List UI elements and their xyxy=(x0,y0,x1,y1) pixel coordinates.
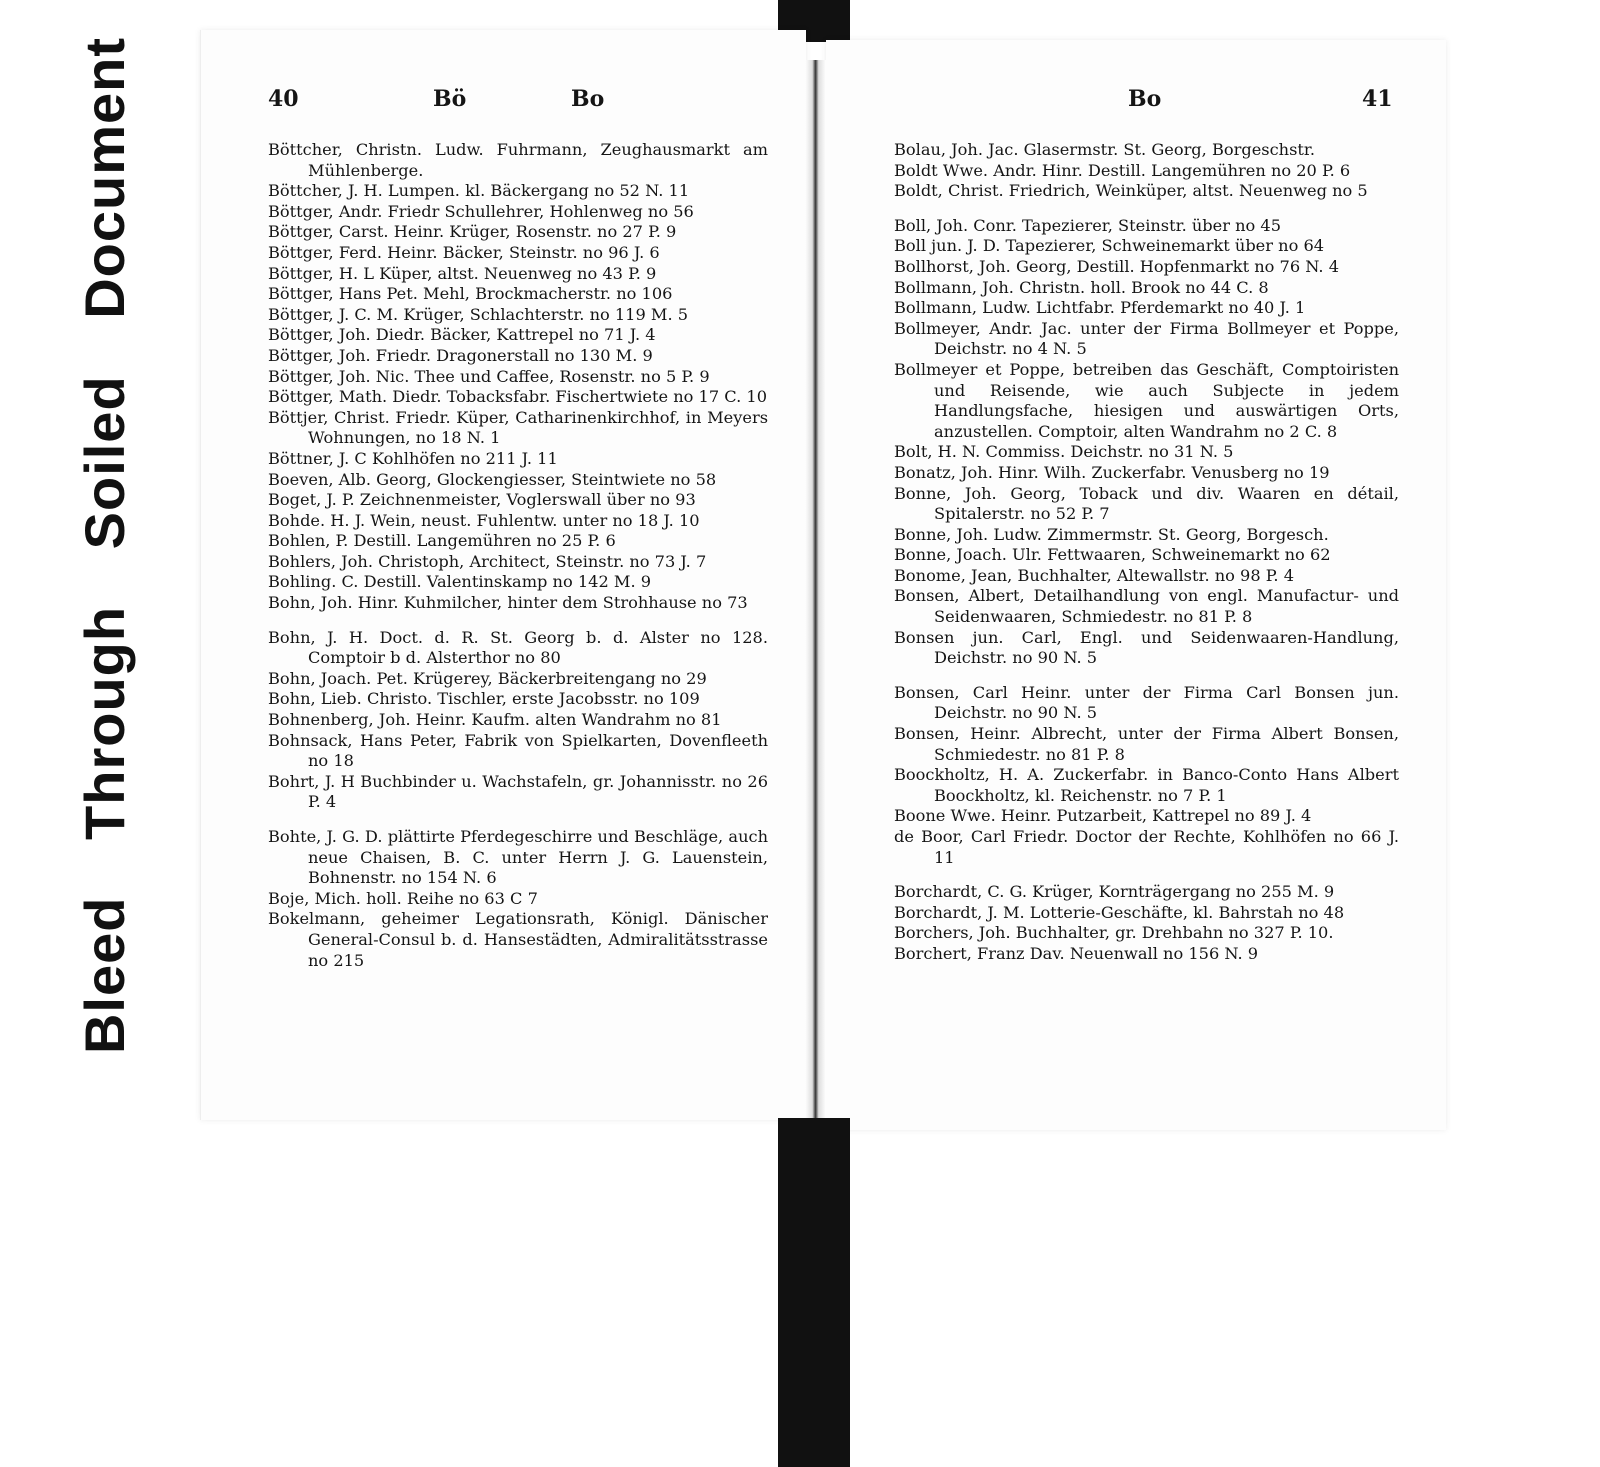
directory-entry: Boockholtz, H. A. Zuckerfabr. in Banco-Conto Hans Albert Boockholtz, kl. Reichenstr. no 7 P. 1 xyxy=(894,765,1399,805)
directory-entry: Böttger, Ferd. Heinr. Bäcker, Steinstr. no 96 J. 6 xyxy=(268,242,660,262)
directory-entry: Borchardt, C. G. Krüger, Kornträgergang no 255 M. 9 xyxy=(894,882,1335,902)
directory-entry: Bollmeyer et Poppe, betreiben das Geschäft, Comptoiristen und Reisende, wie auch Subjecte in jedem Handlungsfache, hiesigen und auswärtigen Orts, anzustellen. Comptoir, alten Wandrahm no 2 C. 8 xyxy=(894,359,1399,441)
directory-entry: Boldt, Christ. Friedrich, Weinküper, altst. Neuenweg no 5 xyxy=(894,181,1368,201)
directory-entry: Böttger, J. C. M. Krüger, Schlachterstr. no 119 M. 5 xyxy=(268,304,689,324)
directory-entry: Bohn, Joh. Hinr. Kuhmilcher, hinter dem Strohhause no 73 xyxy=(268,593,748,613)
directory-entry: Borchers, Joh. Buchhalter, gr. Drehbahn no 327 P. 10. xyxy=(894,923,1334,943)
directory-entry: Boget, J. P. Zeichnenmeister, Voglerswall über no 93 xyxy=(268,490,696,510)
directory-entry: Bollmeyer, Andr. Jac. unter der Firma Bollmeyer et Poppe, Deichstr. no 4 N. 5 xyxy=(894,318,1399,359)
directory-entry: Bohrt, J. H Buchbinder u. Wachstafeln, gr. Johannisstr. no 26 P. 4 xyxy=(268,771,768,812)
directory-entry: Böttger, H. L Küper, altst. Neuenweg no 43 P. 9 xyxy=(268,263,657,283)
directory-entry: Böttjer, Christ. Friedr. Küper, Catharinenkirchhof, in Meyers Wohnungen, no 18 N. 1 xyxy=(268,407,768,448)
directory-entry: Bonne, Joh. Ludw. Zimmermstr. St. Georg, Borgesch. xyxy=(894,524,1329,544)
directory-entry: Bollmann, Joh. Christn. holl. Brook no 44 C. 8 xyxy=(894,277,1269,297)
directory-entry: Böttcher, J. H. Lumpen. kl. Bäckergang no 52 N. 11 xyxy=(268,181,690,201)
binding-clip-bottom xyxy=(778,1118,850,1467)
book-gutter xyxy=(805,60,826,1120)
side-label-text: Bleed Through Soiled Document xyxy=(73,36,137,1054)
directory-entry: Bohn, Lieb. Christo. Tischler, erste Jacobsstr. no 109 xyxy=(268,689,700,709)
directory-entry: Bonsen, Albert, Detailhandlung von engl. Manufactur- und Seidenwaaren, Schmiedestr. no 81 P. 8 xyxy=(894,586,1399,627)
directory-entry: Boeven, Alb. Georg, Glockengiesser, Steintwiete no 58 xyxy=(268,469,717,489)
directory-entry: Bonsen jun. Carl, Engl. und Seidenwaaren-Handlung, Deichstr. no 90 N. 5 xyxy=(894,627,1399,668)
directory-entry: Boll, Joh. Conr. Tapezierer, Steinstr. über no 45 xyxy=(894,215,1282,235)
directory-entry: Böttger, Hans Pet. Mehl, Brockmacherstr. no 106 xyxy=(268,284,673,304)
directory-entry: Bollmann, Ludw. Lichtfabr. Pferdemarkt no 40 J. 1 xyxy=(894,298,1306,318)
directory-entry: Bohnenberg, Joh. Heinr. Kaufm. alten Wandrahm no 81 xyxy=(268,710,722,730)
right-headword: Bo xyxy=(1128,86,1162,112)
directory-entry: Bohling. C. Destill. Valentinskamp no 142 M. 9 xyxy=(268,572,652,592)
directory-entry: Böttger, Joh. Diedr. Bäcker, Kattrepel no 71 J. 4 xyxy=(268,325,656,345)
directory-entry: Boll jun. J. D. Tapezierer, Schweinemarkt über no 64 xyxy=(894,236,1325,256)
directory-entry: Böttner, J. C Kohlhöfen no 211 J. 11 xyxy=(268,448,558,468)
directory-entry: Böttger, Carst. Heinr. Krüger, Rosenstr. no 27 P. 9 xyxy=(268,222,677,242)
directory-entry: de Boor, Carl Friedr. Doctor der Rechte, Kohlhöfen no 66 J. 11 xyxy=(894,827,1399,867)
directory-entry: Bohlers, Joh. Christoph, Architect, Steinstr. no 73 J. 7 xyxy=(268,551,707,571)
directory-entry: Böttger, Joh. Nic. Thee und Caffee, Rosenstr. no 5 P. 9 xyxy=(268,366,710,386)
directory-entry: Bonne, Joach. Ulr. Fettwaaren, Schweinemarkt no 62 xyxy=(894,545,1331,565)
directory-entry: Bohn, J. H. Doct. d. R. St. Georg b. d. Alster no 128. Comptoir b d. Alsterthor no 80 xyxy=(268,627,768,668)
directory-entry: Bohte, J. G. D. plättirte Pferdegeschirre und Beschläge, auch neue Chaisen, B. C. unter Herrn J. G. Lauenstein, Bohnenstr. no 154 N. 6 xyxy=(268,827,768,888)
directory-entry: Böttger, Andr. Friedr Schullehrer, Hohlenweg no 56 xyxy=(268,201,694,221)
directory-entry: Bolt, H. N. Commiss. Deichstr. no 31 N. 5 xyxy=(894,442,1234,462)
left-headword-2: Bo xyxy=(571,86,605,112)
directory-entry: Bonsen, Heinr. Albrecht, unter der Firma Albert Bonsen, Schmiedestr. no 81 P. 8 xyxy=(894,724,1399,764)
directory-entry: Bohde. H. J. Wein, neust. Fuhlentw. unter no 18 J. 10 xyxy=(268,510,700,530)
directory-entry: Bonome, Jean, Buchhalter, Altewallstr. no 98 P. 4 xyxy=(894,565,1295,585)
directory-entry: Bonsen, Carl Heinr. unter der Firma Carl Bonsen jun. Deichstr. no 90 N. 5 xyxy=(894,682,1399,723)
directory-entry: Böttcher, Christn. Ludw. Fuhrmann, Zeughausmarkt am Mühlenberge. xyxy=(268,140,768,180)
left-headword-1: Bö xyxy=(433,86,467,112)
directory-entry: Boldt Wwe. Andr. Hinr. Destill. Langemühren no 20 P. 6 xyxy=(894,160,1351,180)
left-page-number: 40 xyxy=(268,86,299,112)
directory-entry: Bollhorst, Joh. Georg, Destill. Hopfenmarkt no 76 N. 4 xyxy=(894,256,1339,276)
directory-entry: Bonatz, Joh. Hinr. Wilh. Zuckerfabr. Venusberg no 19 xyxy=(894,462,1330,482)
right-page-number: 41 xyxy=(1362,86,1393,112)
directory-entry: Bohlen, P. Destill. Langemühren no 25 P. 6 xyxy=(268,531,616,551)
directory-entry: Bohn, Joach. Pet. Krügerey, Bäckerbreitengang no 29 xyxy=(268,668,707,688)
directory-entry: Böttger, Math. Diedr. Tobacksfabr. Fischertwiete no 17 C. 10 xyxy=(268,387,768,407)
directory-entry: Bokelmann, geheimer Legationsrath, Königl. Dänischer General-Consul b. d. Hansestädten, Admiralitätsstrasse no 215 xyxy=(268,909,768,970)
left-entry-list xyxy=(268,140,768,971)
side-label xyxy=(60,36,150,1054)
directory-entry: Boone Wwe. Heinr. Putzarbeit, Kattrepel no 89 J. 4 xyxy=(894,806,1312,826)
directory-entry: Borchardt, J. M. Lotterie-Geschäfte, kl. Bahrstah no 48 xyxy=(894,902,1345,922)
directory-entry: Böttger, Joh. Friedr. Dragonerstall no 130 M. 9 xyxy=(268,345,653,365)
directory-entry: Bolau, Joh. Jac. Glasermstr. St. Georg, Borgeschstr. xyxy=(894,140,1315,159)
directory-entry: Borchert, Franz Dav. Neuenwall no 156 N. 9 xyxy=(894,943,1259,963)
right-entry-list xyxy=(894,140,1399,965)
directory-entry: Bonne, Joh. Georg, Toback und div. Waaren en détail, Spitalerstr. no 52 P. 7 xyxy=(894,483,1399,524)
directory-entry: Bohnsack, Hans Peter, Fabrik von Spielkarten, Dovenfleeth no 18 xyxy=(268,730,768,771)
directory-entry: Boje, Mich. holl. Reihe no 63 C 7 xyxy=(268,888,538,908)
